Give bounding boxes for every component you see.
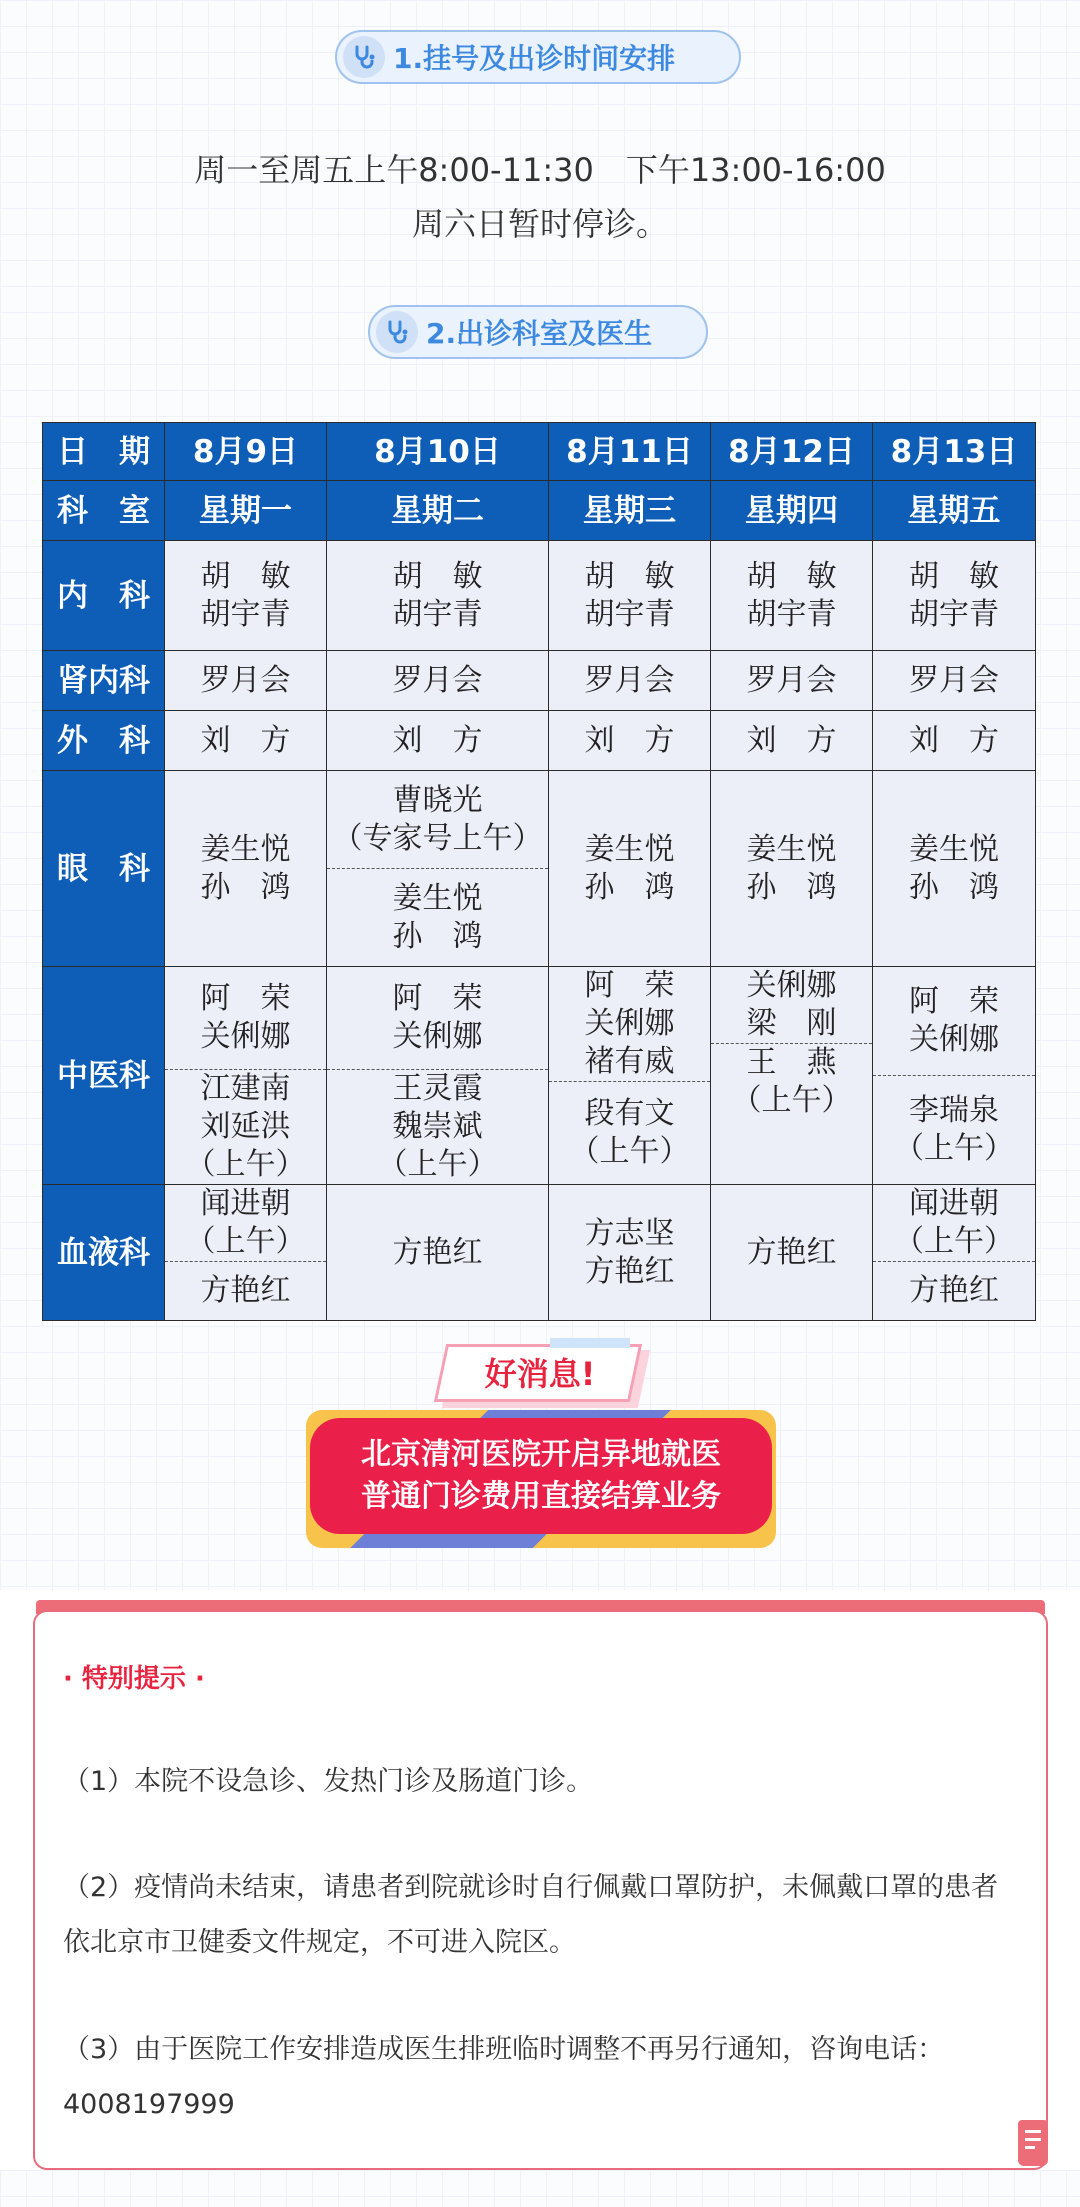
schedule-cell — [873, 771, 1036, 967]
doctor-name: 阿 荣 — [584, 968, 675, 1003]
weekday-header: 星期一 — [165, 481, 327, 541]
schedule-cell — [873, 1185, 1036, 1321]
doctor-name: 阿 荣 — [200, 981, 291, 1016]
hours-weekday: 周一至周五上午8:00-11:30 下午13:00-16:00 — [194, 151, 886, 189]
good-news-label: 好消息! — [484, 1355, 596, 1393]
schedule-cell — [165, 541, 327, 651]
table-row — [43, 1185, 1036, 1321]
doctor-name: 胡宇青 — [200, 596, 291, 632]
schedule-cell — [549, 967, 711, 1185]
doctor-name: （上午） — [185, 1224, 306, 1259]
doctor-name: 方志坚 — [584, 1215, 675, 1251]
corner-date-label: 日 期 — [43, 423, 165, 481]
doctor-name: 关俐娜 — [392, 1019, 483, 1054]
doctor-name: 江建南 — [200, 1071, 291, 1106]
schedule-cell — [711, 541, 873, 651]
doctor-name: 姜生悦 — [909, 831, 999, 867]
hours-weekend: 周六日暂时停诊。 — [411, 205, 668, 243]
section-1-title: 1.挂号及出诊时间安排 — [393, 42, 676, 75]
dept-label: 中医科 — [43, 967, 165, 1185]
doctor-name: 阿 荣 — [909, 984, 999, 1019]
schedule-cell — [165, 711, 327, 771]
schedule-cell — [873, 711, 1036, 771]
doctor-name: 方艳红 — [584, 1253, 675, 1289]
schedule-cell — [165, 651, 327, 711]
doctor-name: 魏崇斌 — [392, 1109, 483, 1144]
table-row-dates — [43, 423, 1036, 481]
schedule-table — [42, 422, 1036, 1321]
doctor-name: 胡 敏 — [584, 558, 675, 594]
doctor-name: 孙 鸿 — [746, 869, 837, 905]
section-2-heading — [368, 305, 708, 359]
dept-label: 眼 科 — [43, 771, 165, 967]
doctor-name: （上午） — [894, 1131, 1014, 1166]
doctor-name: （上午） — [377, 1147, 498, 1182]
date-header: 8月13日 — [873, 423, 1036, 481]
doctor-name: 姜生悦 — [746, 831, 837, 867]
doctor-name: （上午） — [569, 1134, 690, 1169]
dept-label: 外 科 — [43, 711, 165, 771]
schedule-cell — [711, 967, 873, 1185]
doctor-name: 胡 敏 — [746, 558, 837, 594]
doctor-name: 关俐娜 — [200, 1019, 291, 1054]
dept-label: 血液科 — [43, 1185, 165, 1321]
doctor-name: （上午） — [185, 1147, 306, 1182]
doctor-name: 孙 鸿 — [200, 869, 291, 905]
doctor-name: （上午） — [731, 1083, 852, 1118]
doctor-name: （专家号上午） — [332, 820, 543, 856]
doctor-name: 梁 刚 — [746, 1006, 837, 1041]
doctor-name: 段有文 — [584, 1096, 675, 1131]
doctor-name: 刘延洪 — [200, 1109, 291, 1144]
schedule-cell — [165, 771, 327, 967]
doctor-name: 刘 方 — [584, 722, 675, 758]
doctor-name: 刘 方 — [392, 722, 483, 758]
schedule-cell — [873, 651, 1036, 711]
section-1-heading — [335, 30, 741, 84]
table-row — [43, 711, 1036, 771]
schedule-cell — [711, 1185, 873, 1321]
doctor-name: 方艳红 — [392, 1234, 483, 1270]
stethoscope-icon — [343, 36, 385, 78]
notice-item-2: （2）疫情尚未结束，请患者到院就诊时自行佩戴口罩防护，未佩戴口罩的患者依北京市卫健委文件规定，不可进入院区。 — [63, 1872, 999, 1958]
weekday-header: 星期五 — [873, 481, 1036, 541]
dept-label: 内 科 — [43, 541, 165, 651]
date-header: 8月12日 — [711, 423, 873, 481]
schedule-cell — [711, 711, 873, 771]
banner-line-2: 普通门诊费用直接结算业务 — [361, 1479, 721, 1514]
schedule-cell — [549, 541, 711, 651]
doctor-name: 罗月会 — [909, 662, 999, 698]
schedule-cell — [873, 967, 1036, 1185]
notice-item-1: （1）本院不设急诊、发热门诊及肠道门诊。 — [63, 1766, 594, 1797]
table-row — [43, 541, 1036, 651]
doctor-name: 闻进朝 — [909, 1186, 999, 1221]
schedule-cell — [549, 651, 711, 711]
good-news-banner — [306, 1410, 776, 1548]
schedule-cell — [327, 651, 549, 711]
dept-label: 肾内科 — [43, 651, 165, 711]
doctor-name: 罗月会 — [200, 662, 291, 698]
doctor-name: 李瑞泉 — [909, 1093, 999, 1128]
weekday-header: 星期三 — [549, 481, 711, 541]
doctor-name: 王 燕 — [746, 1045, 837, 1080]
table-row — [43, 967, 1036, 1185]
stethoscope-icon — [376, 311, 418, 353]
doctor-name: 关俐娜 — [909, 1022, 999, 1057]
table-row — [43, 771, 1036, 967]
doctor-name: 王灵霞 — [392, 1071, 483, 1106]
doctor-name: 孙 鸿 — [584, 869, 675, 905]
doctor-name: 闻进朝 — [200, 1186, 291, 1221]
doctor-name: 胡宇青 — [746, 596, 837, 632]
weekday-header: 星期二 — [327, 481, 549, 541]
doctor-name: 孙 鸿 — [392, 918, 483, 954]
doctor-name: 褚有威 — [584, 1044, 675, 1079]
special-notice-box — [33, 1610, 1048, 2170]
schedule-cell — [327, 771, 549, 967]
doctor-name: 曹晓光 — [392, 782, 483, 818]
date-header: 8月9日 — [165, 423, 327, 481]
schedule-cell — [549, 1185, 711, 1321]
doctor-name: 关俐娜 — [584, 1006, 675, 1041]
weekday-header: 星期四 — [711, 481, 873, 541]
banner-line-1: 北京清河医院开启异地就医 — [361, 1437, 721, 1472]
table-row-weekdays — [43, 481, 1036, 541]
date-header: 8月11日 — [549, 423, 711, 481]
doctor-name: 姜生悦 — [584, 831, 675, 867]
doctor-name: 姜生悦 — [200, 831, 291, 867]
doctor-name: 阿 荣 — [392, 981, 483, 1016]
doctor-name: 刘 方 — [200, 722, 291, 758]
schedule-cell — [549, 771, 711, 967]
schedule-cell — [327, 967, 549, 1185]
doctor-name: 关俐娜 — [746, 968, 837, 1003]
table-row — [43, 651, 1036, 711]
doctor-name: 方艳红 — [909, 1273, 999, 1308]
schedule-cell — [549, 711, 711, 771]
doctor-name: 罗月会 — [746, 662, 837, 698]
doctor-name: 胡宇青 — [584, 596, 675, 632]
schedule-cell — [711, 771, 873, 967]
notice-item-3: （3）由于医院工作安排造成医生排班临时调整不再另行通知，咨询电话：4008197999 — [63, 2034, 945, 2120]
section-2-title: 2.出诊科室及医生 — [426, 317, 653, 350]
schedule-cell — [165, 1185, 327, 1321]
notice-title: · 特别提示 · — [63, 1664, 205, 1694]
schedule-cell — [327, 541, 549, 651]
doctor-name: 胡宇青 — [909, 596, 999, 632]
doctor-name: 刘 方 — [909, 722, 999, 758]
doctor-name: 姜生悦 — [392, 880, 483, 916]
grid-background-bottom — [0, 2170, 1080, 2207]
date-header: 8月10日 — [327, 423, 549, 481]
doctor-name: 孙 鸿 — [909, 869, 999, 905]
doctor-name: 刘 方 — [746, 722, 837, 758]
corner-dept-label: 科 室 — [43, 481, 165, 541]
doctor-name: 罗月会 — [392, 662, 483, 698]
doctor-name: 胡 敏 — [392, 558, 483, 594]
schedule-cell — [327, 711, 549, 771]
good-news-tag — [430, 1338, 650, 1408]
doctor-name: 胡 敏 — [200, 558, 291, 594]
document-icon — [1018, 2120, 1048, 2166]
doctor-name: 胡 敏 — [909, 558, 999, 594]
doctor-name: 罗月会 — [584, 662, 675, 698]
doctor-name: 方艳红 — [200, 1273, 291, 1308]
doctor-name: （上午） — [894, 1224, 1014, 1259]
doctor-name: 胡宇青 — [392, 596, 483, 632]
doctor-name: 方艳红 — [746, 1234, 837, 1270]
schedule-cell — [165, 967, 327, 1185]
schedule-cell — [327, 1185, 549, 1321]
schedule-cell — [873, 541, 1036, 651]
schedule-cell — [711, 651, 873, 711]
